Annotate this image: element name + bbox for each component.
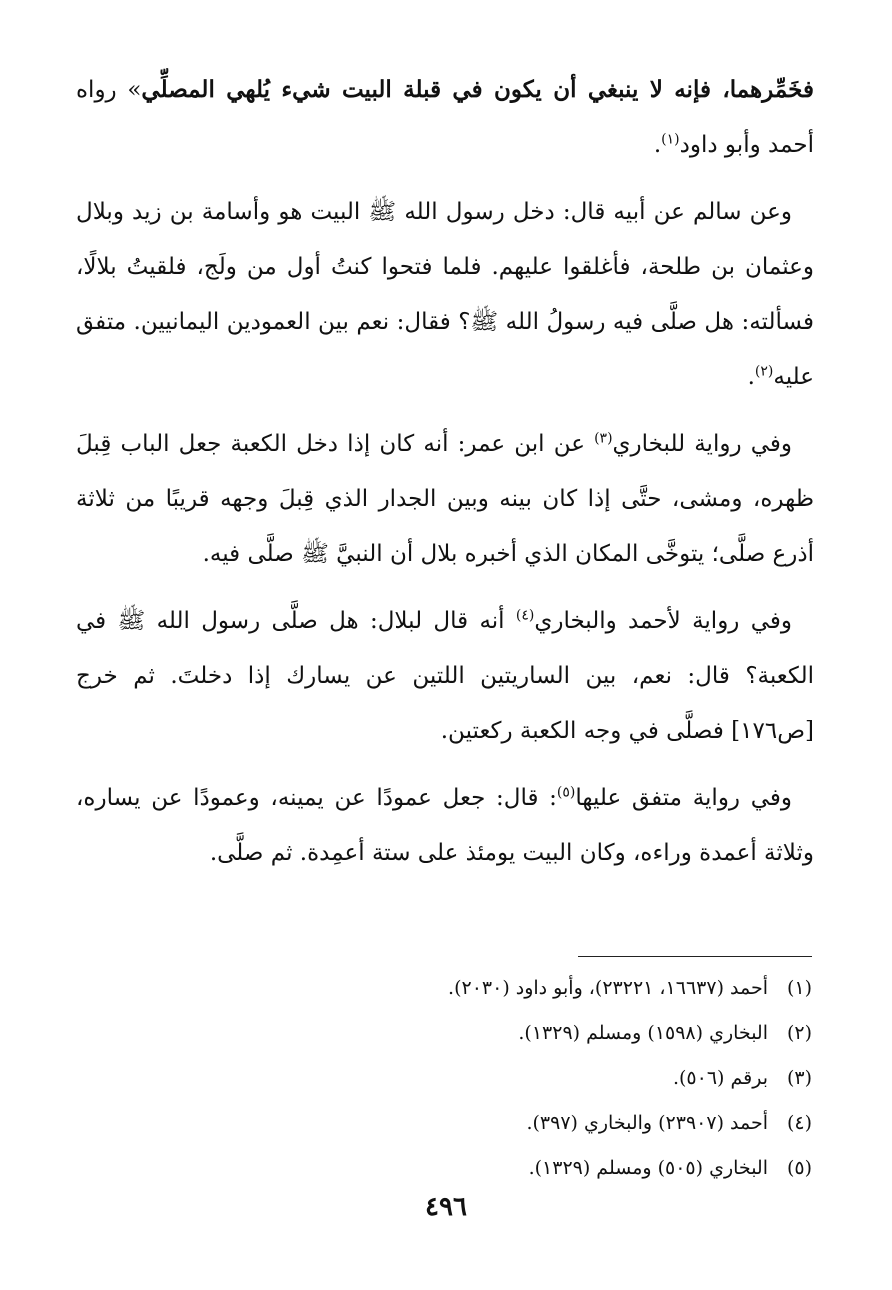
footnote-number: (٣) [786, 1067, 812, 1089]
footnote-number: (٤) [786, 1112, 812, 1134]
footnote-text: برقم (٥٠٦). [672, 1067, 768, 1089]
footnote-item [74, 966, 812, 1011]
footnote-text: البخاري (١٥٩٨) ومسلم (١٣٢٩). [518, 1022, 768, 1044]
paragraph-text: » رواه أحمد وأبو داود [76, 77, 814, 158]
footnote-divider [578, 956, 812, 957]
footnote-number: (٥) [786, 1157, 812, 1179]
main-text [76, 62, 814, 893]
footnote-ref-3[interactable]: (٣) [594, 430, 613, 447]
paragraph-1: فخَمِّرهما، فإنه لا ينبغي أن يكون في قبلة البيت شيء يُلهي المصلِّي» رواه أحمد وأبو داود$^{(١)}$. [76, 76, 815, 158]
footnote-ref-2[interactable]: (٢) [754, 363, 774, 380]
footnote-item [74, 1146, 812, 1191]
paragraph-4: وفي رواية لأحمد والبخاري$^{(٤)}$ أنه قال لبلال: هل صلَّى رسول الله ﷺ في الكعبة؟ قال: نعم، بين الساريتين اللتين عن يسارك إذا دخلتَ. ثم خرج [ص١٧٦] فصلَّى في وجه الكعبة ركعتين. [76, 607, 814, 744]
page-number: ٤٩٦ [425, 1192, 467, 1222]
footnote-item [74, 1011, 812, 1056]
paragraph-2: وعن سالم عن أبيه قال: دخل رسول الله ﷺ البيت هو وأسامة بن زيد وبلال وعثمان بن طلحة، فأغلقوا عليهم. فلما فتحوا كنتُ أول من ولَج، فلقيتُ بلالًا، فسألته: هل صلَّى فيه رسولُ الله ﷺ؟ فقال: نعم بين العمودين اليمانيين. متفق عليه$^{(٢)}$. [76, 199, 814, 390]
paragraph-5: وفي رواية متفق عليها$^{(٥)}$: قال: جعل عمودًا عن يمينه، وعمودًا عن يساره، وثلاثة أعمدة وراءه، وكان البيت يومئذ على ستة أعمِدة. ثم صلَّى. [76, 784, 814, 866]
footnote-text: أحمد (١٦٦٣٧، ٢٣٢٢١)، وأبو داود (٢٠٣٠). [448, 977, 768, 999]
footnote-ref-4[interactable]: (٤) [515, 607, 535, 624]
footnote-ref-1[interactable]: (١) [661, 131, 680, 148]
footnote-ref-5[interactable]: (٥) [556, 784, 576, 801]
footnote-number: (٢) [786, 1022, 812, 1044]
paragraph-text: وفي رواية للبخاري [612, 431, 792, 457]
footnotes-list [74, 966, 812, 1191]
footnote-text: البخاري (٥٠٥) ومسلم (١٣٢٩). [528, 1157, 768, 1179]
footnote-item [74, 1056, 812, 1101]
footnote-text: أحمد (٢٣٩٠٧) والبخاري (٣٩٧). [526, 1112, 768, 1134]
footnote-number: (١) [786, 977, 812, 999]
paragraph-text: وعن سالم عن أبيه قال: دخل رسول الله ﷺ البيت هو وأسامة بن زيد وبلال وعثمان بن طلحة، فأغلقوا عليهم. فلما فتحوا كنتُ أول من ولَج، فلقيتُ بلالًا، فسألته: هل صلَّى فيه رسولُ الله ﷺ؟ فقال: نعم بين العمودين اليمانيين. متفق عليه [76, 199, 814, 390]
footnote-item [74, 1101, 812, 1146]
paragraph-text: وفي رواية متفق عليها [575, 785, 792, 811]
hadith-quote: فخَمِّرهما، فإنه لا ينبغي أن يكون في قبلة البيت شيء يُلهي المصلِّي [141, 76, 815, 103]
paragraph-3: وفي رواية للبخاري$^{(٣)}$ عن ابن عمر: أنه كان إذا دخل الكعبة جعل الباب قِبلَ ظهره، ومشى، حتَّى إذا كان بينه وبين الجدار الذي قِبلَ وجهه قريبًا من ثلاثة أذرع صلَّى؛ يتوخَّى المكان الذي أخبره بلال أن النبيَّ ﷺ صلَّى فيه. [76, 430, 814, 567]
paragraph-text: وفي رواية لأحمد والبخاري [534, 608, 792, 634]
